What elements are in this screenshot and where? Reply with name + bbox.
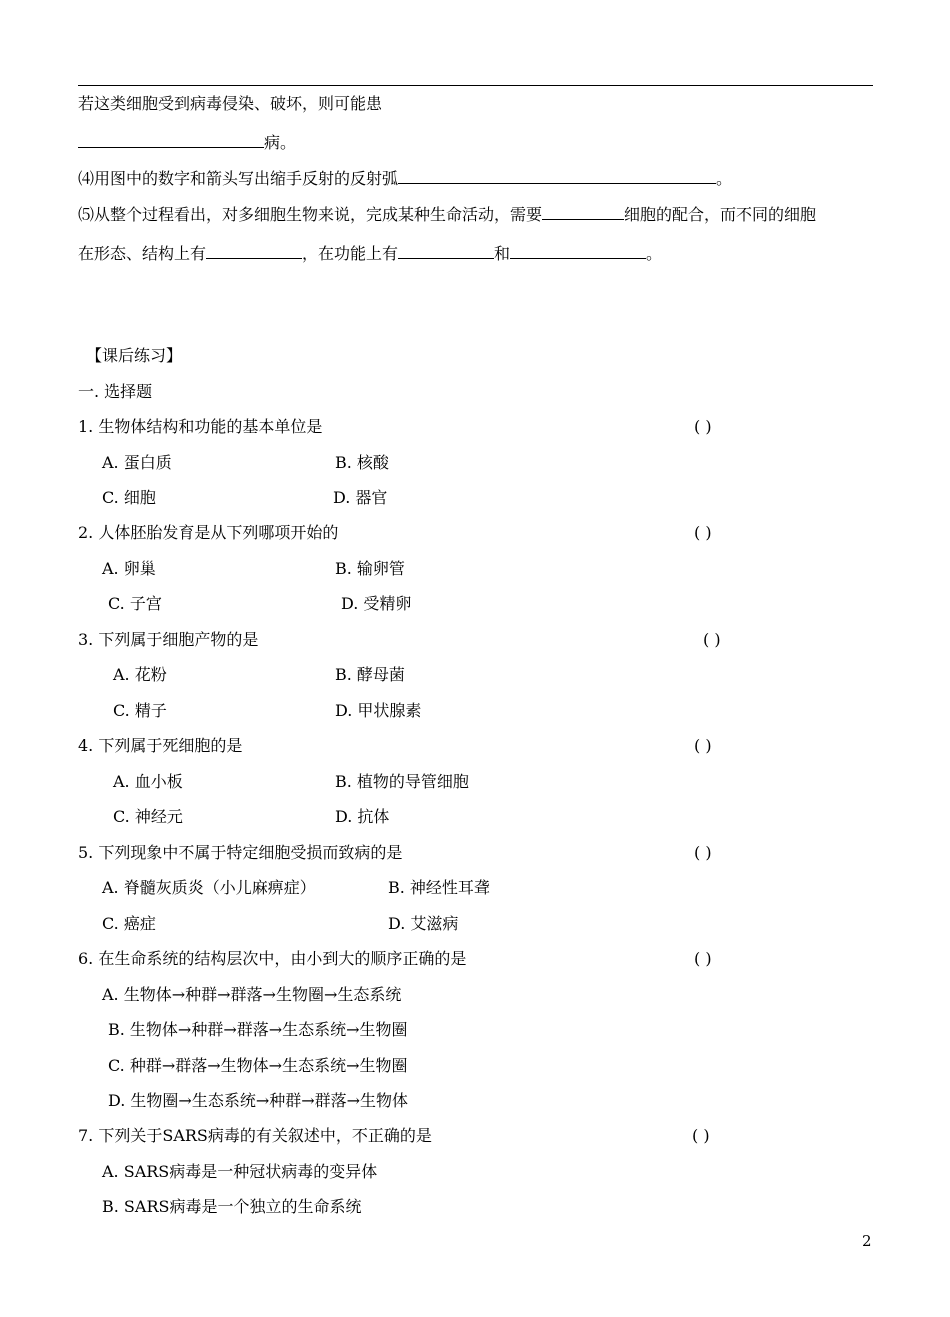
option: A. SARS病毒是一种冠状病毒的变异体	[102, 1162, 378, 1181]
question-5-line1	[78, 202, 816, 225]
question-stem: 5. 下列现象中不属于特定细胞受损而致病的是	[78, 843, 403, 862]
option: B. 酵母菌	[335, 665, 405, 684]
option: A. 花粉	[113, 665, 167, 684]
option: A. 生物体→种群→群落→生物圈→生态系统	[102, 985, 402, 1004]
question-stem: 6. 在生命系统的结构层次中，由小到大的顺序正确的是	[78, 949, 467, 968]
option: D. 甲状腺素	[335, 701, 422, 720]
option: B. 植物的导管细胞	[335, 772, 469, 791]
text-fragment: 和	[494, 244, 511, 263]
section-subtitle: 一. 选择题	[78, 382, 153, 401]
option: A. 蛋白质	[102, 453, 172, 472]
answer-blank[interactable]	[78, 130, 264, 148]
option: A. 卵巢	[102, 559, 156, 578]
header-rule	[78, 85, 873, 86]
text-line: 若这类细胞受到病毒侵染、破坏，则可能患	[78, 94, 383, 113]
option: C. 细胞	[102, 488, 156, 507]
option: B. 生物体→种群→群落→生态系统→生物圈	[108, 1020, 408, 1039]
text-line	[78, 130, 296, 153]
answer-parentheses[interactable]: ( )	[694, 417, 712, 436]
option: A. 血小板	[113, 772, 183, 791]
answer-blank[interactable]	[510, 241, 646, 259]
option: C. 精子	[113, 701, 167, 720]
option: D. 生物圈→生态系统→种群→群落→生物体	[108, 1091, 409, 1110]
answer-parentheses[interactable]: ( )	[694, 949, 712, 968]
option: B. 输卵管	[335, 559, 405, 578]
text-fragment: ⑷用图中的数字和箭头写出缩手反射的反射弧	[78, 169, 399, 188]
question-5-line2	[78, 241, 662, 264]
text-fragment: ，在功能上有	[302, 244, 399, 263]
question-4	[78, 166, 732, 189]
text-fragment: 在形态、结构上有	[78, 244, 207, 263]
text-fragment: 。	[646, 244, 663, 263]
question-stem: 7. 下列关于SARS病毒的有关叙述中，不正确的是	[78, 1126, 432, 1145]
option: D. 抗体	[335, 807, 390, 826]
option: D. 器官	[333, 488, 388, 507]
answer-parentheses[interactable]: ( )	[694, 523, 712, 542]
option: D. 受精卵	[341, 594, 412, 613]
answer-blank[interactable]	[398, 241, 494, 259]
option: B. SARS病毒是一个独立的生命系统	[102, 1197, 362, 1216]
option: D. 艾滋病	[388, 914, 459, 933]
option: B. 核酸	[335, 453, 389, 472]
question-stem: 2. 人体胚胎发育是从下列哪项开始的	[78, 523, 339, 542]
option: B. 神经性耳聋	[388, 878, 490, 897]
answer-blank[interactable]	[542, 202, 624, 220]
answer-parentheses[interactable]: ( )	[694, 843, 712, 862]
answer-parentheses[interactable]: ( )	[692, 1126, 710, 1145]
option: C. 神经元	[113, 807, 183, 826]
option: A. 脊髓灰质炎（小儿麻痹症）	[102, 878, 316, 897]
answer-parentheses[interactable]: ( )	[694, 736, 712, 755]
section-title: 【课后练习】	[86, 346, 183, 365]
answer-parentheses[interactable]: ( )	[703, 630, 721, 649]
answer-blank[interactable]	[206, 241, 302, 259]
question-stem: 3. 下列属于细胞产物的是	[78, 630, 259, 649]
answer-blank[interactable]	[398, 166, 716, 184]
question-stem: 4. 下列属于死细胞的是	[78, 736, 243, 755]
text-fragment: 。	[716, 169, 733, 188]
page-number: 2	[862, 1232, 872, 1250]
text-fragment: 细胞的配合，而不同的细胞	[624, 205, 817, 224]
text-fragment: 病。	[264, 133, 297, 152]
option: C. 子宫	[108, 594, 162, 613]
text-fragment: ⑸从整个过程看出，对多细胞生物来说，完成某种生命活动，需要	[78, 205, 543, 224]
option: C. 癌症	[102, 914, 156, 933]
question-stem: 1. 生物体结构和功能的基本单位是	[78, 417, 323, 436]
option: C. 种群→群落→生物体→生态系统→生物圈	[108, 1056, 408, 1075]
